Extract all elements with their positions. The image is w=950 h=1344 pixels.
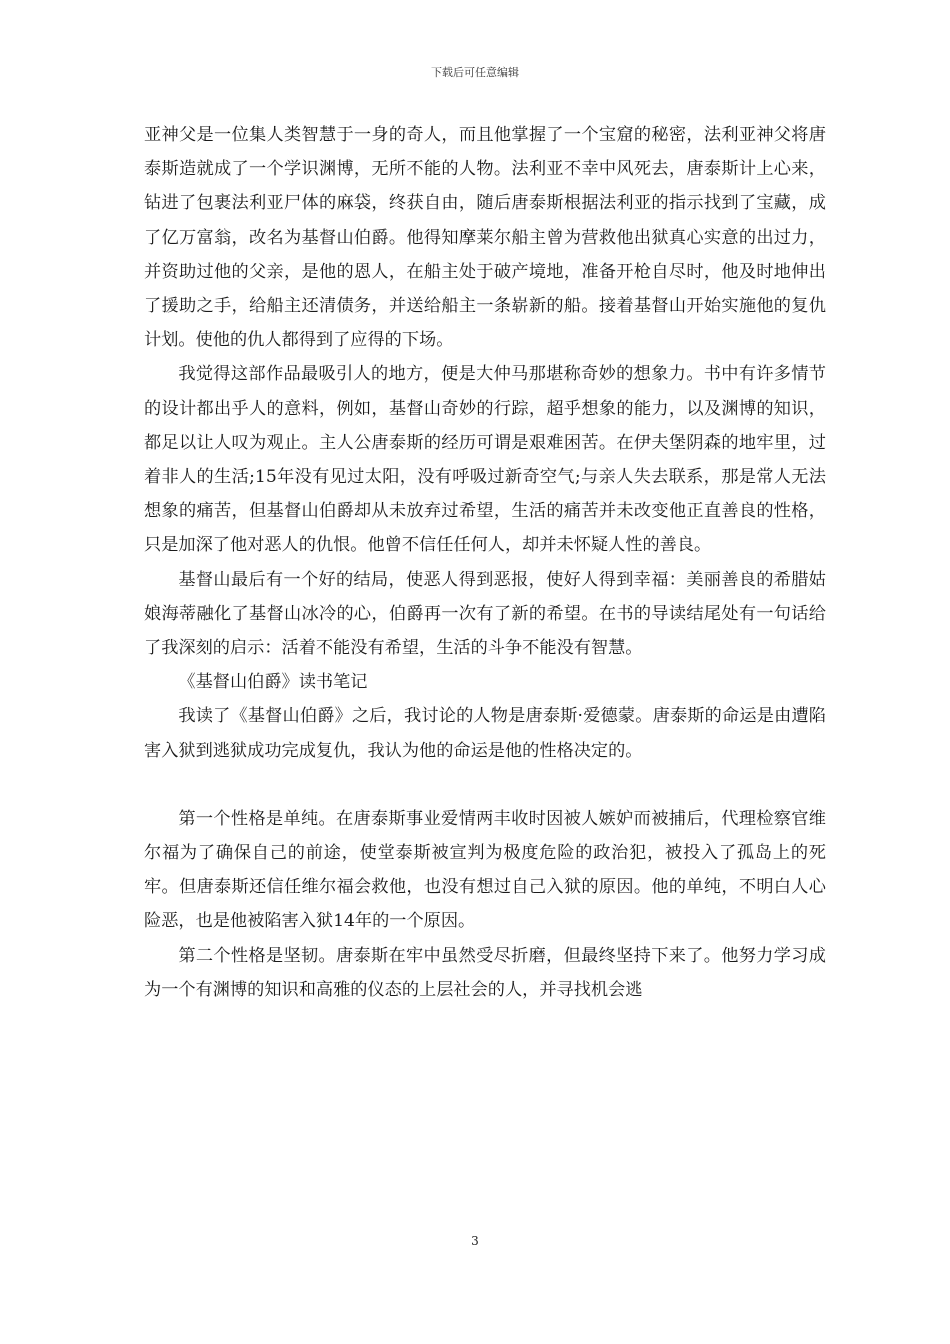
- page-number: 3: [471, 1234, 479, 1248]
- page-header: 下载后可任意编辑: [431, 66, 519, 79]
- paragraph-4: 我读了《基督山伯爵》之后，我讨论的人物是唐泰斯·爱德蒙。唐泰斯的命运是由遭陷害入狱到逃狱成功完成复仇，我认为他的命运是他的性格决定的。: [144, 706, 826, 761]
- paragraph-3: 基督山最后有一个好的结局，使恶人得到恶报，使好人得到幸福：美丽善良的希腊姑娘海蒂融化了基督山冰冷的心，伯爵再一次有了新的希望。在书的导读结尾处有一句话给了我深刻的启示：活着不能没有希望，生活的斗争不能没有智慧。: [144, 569, 826, 659]
- paragraph-2: 我觉得这部作品最吸引人的地方，便是大仲马那堪称奇妙的想象力。书中有许多情节的设计都出乎人的意料，例如，基督山奇妙的行踪，超乎想象的能力，以及渊博的知识，都足以让人叹为观止。主人公唐泰斯的经历可谓是艰难困苦。在伊夫堡阴森的地牢里，过着非人的生活;15年没有见过太阳，没有呼吸过新奇空气;与亲人失去联系，那是常人无法想象的痛苦，但基督山伯爵却从未放弃过希望，生活的痛苦并未改变他正直善良的性格，只是加深了他对恶人的仇恨。他曾不信任任何人，却并未怀疑人性的善良。: [144, 364, 826, 556]
- paragraph-5: 第一个性格是单纯。在唐泰斯事业爱情两丰收时因被人嫉妒而被捕后，代理检察官维尔福为了确保自己的前途，使堂泰斯被宣判为极度危险的政治犯，被投入了孤岛上的死牢。但唐泰斯还信任维尔福会救他，也没有想过自己入狱的原因。他的单纯，不明白人心险恶，也是他被陷害入狱14年的一个原因。: [144, 808, 826, 932]
- paragraph-6: 第二个性格是坚韧。唐泰斯在牢中虽然受尽折磨，但最终坚持下来了。他努力学习成为一个有渊博的知识和高雅的仪态的上层社会的人，并寻找机会逃: [144, 945, 826, 1000]
- blank-line: [144, 768, 826, 802]
- paragraph-1: 亚神父是一位集人类智慧于一身的奇人，而且他掌握了一个宝窟的秘密，法利亚神父将唐泰斯造就成了一个学识渊博，无所不能的人物。法利亚不幸中风死去，唐泰斯计上心来，钻进了包裹法利亚尸体的麻袋，终获自由，随后唐泰斯根据法利亚的指示找到了宝藏，成了亿万富翁，改名为基督山伯爵。他得知摩莱尔船主曾为营救他出狱真心实意的出过力，并资助过他的父亲，是他的恩人，在船主处于破产境地，准备开枪自尽时，他及时地伸出了援助之手，给船主还清债务，并送给船主一条崭新的船。接着基督山开始实施他的复仇计划。使他的仇人都得到了应得的下场。: [144, 125, 826, 351]
- section-title: 《基督山伯爵》读书笔记: [178, 672, 368, 693]
- document-body: [144, 118, 826, 1007]
